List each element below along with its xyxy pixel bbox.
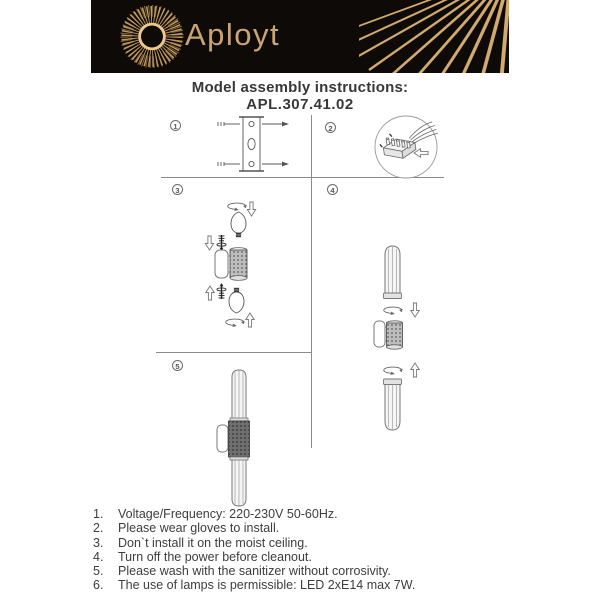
instruction-item-2 <box>93 521 415 535</box>
instruction-item-1 <box>93 507 415 521</box>
step-4-shade-assembly-illustration <box>370 243 425 433</box>
instruction-text: Don`t install it on the moist ceiling. <box>118 535 308 550</box>
step-5-assembled-lamp-illustration <box>215 368 255 508</box>
instruction-number: 6. <box>93 578 104 593</box>
instruction-text: Please wash with the sanitizer without corrosivity. <box>118 564 391 579</box>
instruction-number: 1. <box>93 507 104 521</box>
instruction-number: 4. <box>93 549 104 564</box>
brand-name: Aployt <box>185 17 281 52</box>
instruction-number: 5. <box>93 564 104 579</box>
instruction-item-6 <box>93 578 415 592</box>
step-badge-1: 1 <box>170 120 181 131</box>
instruction-text: The use of lamps is permissible: LED 2xE14 max 7W. <box>118 578 416 593</box>
page-title: Model assembly instructions: <box>191 79 409 96</box>
step-badge-4: 4 <box>327 184 338 195</box>
instruction-text: Turn off the power before cleanout. <box>118 549 312 564</box>
instruction-number: 3. <box>93 535 104 550</box>
instruction-text: Voltage/Frequency: 220-230V 50-60Hz. <box>118 507 338 521</box>
step-1-bracket-illustration <box>210 112 320 176</box>
model-code: APL.307.41.02 <box>246 96 354 113</box>
instruction-item-3 <box>93 536 415 550</box>
instruction-item-4 <box>93 550 415 564</box>
step-3-bulb-assembly-illustration <box>200 198 260 333</box>
divider-horizontal-bottom <box>156 352 312 353</box>
instruction-item-5 <box>93 564 415 578</box>
step-2-wiring-illustration <box>372 114 440 180</box>
step-badge-3: 3 <box>172 184 183 195</box>
instruction-list <box>93 507 415 593</box>
step-badge-5: 5 <box>172 360 183 371</box>
step-badge-2: 2 <box>325 122 336 133</box>
instruction-text: Please wear gloves to install. <box>118 521 280 536</box>
instruction-number: 2. <box>93 521 104 536</box>
